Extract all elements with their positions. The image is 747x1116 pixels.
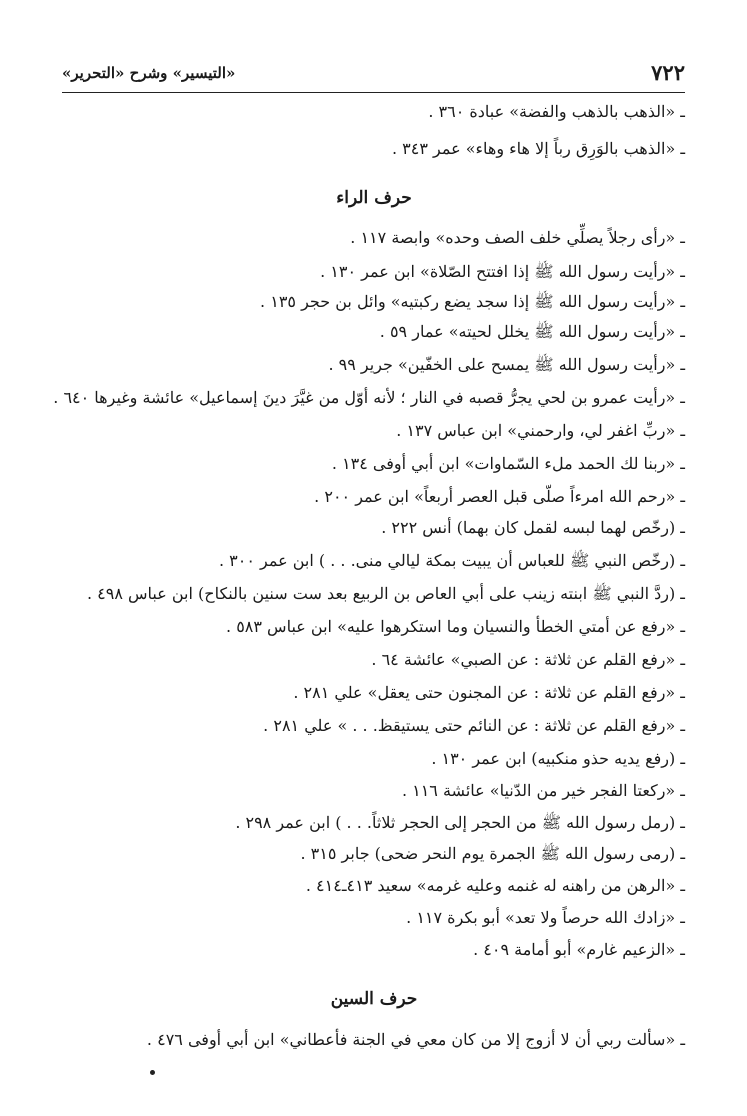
index-entry: ـ «ربنا لك الحمد ملء السّماوات» ابن أبي أوفى ١٣٤ .: [331, 454, 685, 473]
index-entry: ـ «الذهب بالوَرِق رباً إلا هاء وهاء» عمر ٣٤٣ .: [391, 139, 685, 158]
index-entry: ـ (رمى رسول الله ﷺ الجمرة يوم النحر ضحى) جابر ٣١٥ .: [300, 844, 685, 863]
index-entry: ـ «رفع عن أمتي الخطأ والنسيان وما استكرهوا عليه» ابن عباس ٥٨٣ .: [226, 617, 685, 636]
index-entry: ـ (رخّص لهما لبسه لقمل كان بهما) أنس ٢٢٢ .: [381, 518, 685, 537]
index-entry: ـ «رفع القلم عن ثلاثة : عن النائم حتى يستيقظ. . . » علي ٢٨١ .: [263, 716, 685, 735]
index-entry: ـ «رأيت عمرو بن لحي يجرُّ قصبه في النار ؛ لأنه أوّل من غيَّرَ دينَ إسماعيل» عائشة وغيرها ٦٤٠ .: [53, 388, 685, 407]
index-entry: ـ «ركعتا الفجر خير من الدّنيا» عائشة ١١٦ .: [401, 781, 685, 800]
index-entry: ـ «الزعيم غارم» أبو أمامة ٤٠٩ .: [473, 940, 685, 959]
index-entry: ـ «ربِّ اغفر لي، وارحمني» ابن عباس ١٣٧ .: [396, 421, 685, 440]
index-entry: ـ (رمل رسول الله ﷺ من الحجر إلى الحجر ثلاثاً. . . ) ابن عمر ٢٩٨ .: [235, 813, 685, 832]
index-entry: ـ «رأيت رسول الله ﷺ يمسح على الخفّين» جرير ٩٩ .: [328, 355, 685, 374]
stray-dot: [150, 1070, 155, 1075]
index-entry: ـ «رفع القلم عن ثلاثة : عن الصبي» عائشة ٦٤ .: [371, 650, 685, 669]
page-number: ٧٢٢: [651, 60, 685, 85]
index-entry: ـ «رأى رجلاً يصلِّي خلف الصف وحده» وابصة ١١٧ .: [350, 228, 685, 247]
section-title-ra: حرف الراء: [336, 188, 412, 208]
index-entry: ـ (رخّص النبي ﷺ للعباس أن يبيت بمكة ليالي منى. . . ) ابن عمر ٣٠٠ .: [218, 551, 685, 570]
index-entry: ـ (ردَّ النبي ﷺ ابنته زينب على أبي العاص بن الربيع بعد ست سنين بالنكاح) ابن عباس ٤٩٨ .: [86, 584, 685, 603]
index-entry: ـ «رحم الله امرءاً صلّى قبل العصر أربعاً» ابن عمر ٢٠٠ .: [314, 487, 685, 506]
index-entry: ـ «رأيت رسول الله ﷺ إذا افتتح الصّلاة» ابن عمر ١٣٠ .: [320, 262, 685, 281]
index-entry: ـ «سألت ربي أن لا أزوج إلا من كان معي في الجنة فأعطاني» ابن أبي أوفى ٤٧٦ .: [146, 1030, 685, 1049]
index-entry: ـ «الرهن من راهنه له غنمه وعليه غرمه» سعيد ٤١٣ـ٤١٤ .: [305, 876, 685, 895]
index-entry: ـ «الذهب بالذهب والفضة» عبادة ٣٦٠ .: [428, 102, 685, 121]
index-entry: ـ «رأيت رسول الله ﷺ يخلل لحيته» عمار ٥٩ .: [379, 322, 685, 341]
section-title-sin: حرف السين: [330, 989, 418, 1009]
index-entry: ـ «رأيت رسول الله ﷺ إذا سجد يضع ركبتيه» وائل بن حجر ١٣٥ .: [260, 292, 685, 311]
running-title: «التيسير» وشرح «التحرير»: [62, 64, 236, 82]
page-header: [62, 56, 685, 93]
index-entry: ـ (رفع يديه حذو منكبيه) ابن عمر ١٣٠ .: [431, 749, 685, 768]
index-entry: ـ «زادك الله حرصاً ولا تعد» أبو بكرة ١١٧ .: [406, 908, 685, 927]
index-entry: ـ «رفع القلم عن ثلاثة : عن المجنون حتى يعقل» علي ٢٨١ .: [293, 683, 685, 702]
